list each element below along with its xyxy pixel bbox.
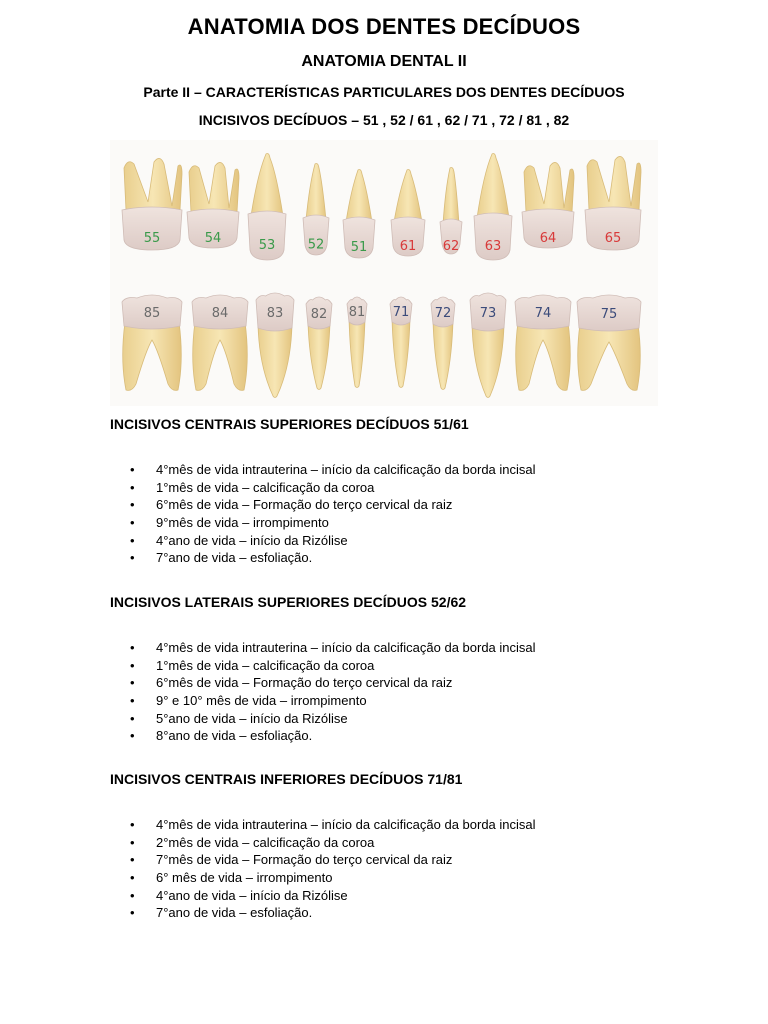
tooth-number-label: 65	[604, 231, 622, 246]
tooth-number-label: 73	[479, 306, 497, 321]
list-item-text: 1°mês de vida – calcificação da coroa	[156, 479, 375, 495]
tooth-number-label: 55	[143, 231, 161, 246]
list-item-text: 4°ano de vida – início da Rizólise	[156, 532, 348, 548]
list-item-text: 4°mês de vida intrauterina – início da calcificação da borda incisal	[156, 640, 536, 655]
list-item	[110, 532, 730, 550]
list-item	[110, 639, 730, 657]
bullet-list	[110, 461, 730, 567]
list-item-text: 6°mês de vida – Formação do terço cervical da raiz	[156, 675, 453, 691]
list-item-text: 4°mês de vida intrauterina – início da calcificação da borda incisal	[156, 817, 536, 832]
tooth-number-label: 62	[442, 239, 460, 254]
list-item-text: 7°ano de vida – esfoliação.	[156, 550, 313, 566]
list-item-text: 6° mês de vida – irrompimento	[156, 870, 333, 886]
section-central-upper-incisors	[110, 416, 730, 567]
bullet-icon: •	[130, 657, 135, 673]
list-item-text: 2°mês de vida – calcificação da coroa	[156, 834, 375, 850]
tooth-number-label: 72	[434, 306, 452, 321]
incisors-heading: INCISIVOS DECÍDUOS – 51 , 52 / 61 , 62 / 71 , 72 / 81 , 82	[198, 112, 570, 128]
bullet-icon: •	[130, 462, 135, 477]
list-item	[110, 461, 730, 479]
section-lateral-upper-incisors	[110, 594, 730, 745]
tooth-number-label: 54	[204, 231, 222, 246]
list-item	[110, 816, 730, 834]
bullet-icon: •	[130, 675, 135, 691]
bullet-icon: •	[130, 640, 135, 655]
bullet-icon: •	[130, 834, 135, 850]
list-item	[110, 904, 730, 922]
tooth-number-label: 51	[350, 240, 368, 255]
list-item	[110, 710, 730, 728]
bullet-list	[110, 816, 730, 922]
list-item-text: 6°mês de vida – Formação do terço cervical da raiz	[156, 497, 453, 513]
tooth-number-label: 63	[484, 239, 502, 254]
list-item	[110, 514, 730, 532]
bullet-icon: •	[130, 870, 135, 886]
tooth-number-label: 83	[266, 306, 284, 321]
bullet-icon: •	[130, 515, 135, 531]
section-title: INCISIVOS CENTRAIS SUPERIORES DECÍDUOS 51/61	[110, 416, 469, 432]
tooth-number-label: 74	[534, 306, 552, 321]
bullet-list	[110, 639, 730, 745]
list-item	[110, 674, 730, 692]
deciduous-teeth-figure	[110, 140, 658, 406]
section-central-lower-incisors	[110, 771, 730, 922]
section-title: INCISIVOS LATERAIS SUPERIORES DECÍDUOS 52/62	[110, 594, 467, 610]
bullet-icon: •	[130, 479, 135, 495]
list-item	[110, 727, 730, 745]
list-item	[110, 496, 730, 514]
bullet-icon: •	[130, 905, 135, 921]
page-subtitle: ANATOMIA DENTAL II	[301, 53, 467, 70]
tooth-number-label: 61	[399, 239, 417, 254]
bullet-icon: •	[130, 497, 135, 513]
list-item-text: 9°mês de vida – irrompimento	[156, 515, 329, 531]
tooth-number-label: 53	[258, 238, 276, 253]
list-item-text: 9° e 10° mês de vida – irrompimento	[156, 693, 367, 709]
list-item	[110, 851, 730, 869]
list-item	[110, 692, 730, 710]
list-item-text: 8°ano de vida – esfoliação.	[156, 728, 313, 744]
tooth-number-label: 71	[392, 305, 410, 320]
tooth-number-label: 52	[307, 237, 325, 253]
part-heading: Parte II – CARACTERÍSTICAS PARTICULARES DOS DENTES DECÍDUOS	[143, 84, 625, 100]
tooth-number-label: 81	[348, 305, 366, 320]
bullet-icon: •	[130, 852, 135, 868]
tooth-number-label: 75	[600, 307, 618, 322]
bullet-icon: •	[130, 532, 135, 548]
section-title: INCISIVOS CENTRAIS INFERIORES DECÍDUOS 71/81	[110, 771, 463, 787]
list-item	[110, 657, 730, 675]
bullet-icon: •	[130, 728, 135, 744]
list-item-text: 7°mês de vida – Formação do terço cervical da raiz	[156, 852, 453, 868]
tooth-number-label: 85	[143, 306, 161, 321]
tooth-number-label: 82	[310, 307, 328, 322]
tooth-number-label: 64	[539, 231, 557, 246]
list-item	[110, 834, 730, 852]
page-title: ANATOMIA DOS DENTES DECÍDUOS	[187, 14, 581, 39]
list-item	[110, 479, 730, 497]
list-item	[110, 887, 730, 905]
list-item-text: 1°mês de vida – calcificação da coroa	[156, 657, 375, 673]
list-item	[110, 549, 730, 567]
bullet-icon: •	[130, 693, 135, 709]
list-item-text: 7°ano de vida – esfoliação.	[156, 905, 313, 921]
list-item	[110, 869, 730, 887]
bullet-icon: •	[130, 550, 135, 566]
list-item-text: 5°ano de vida – início da Rizólise	[156, 710, 348, 726]
list-item-text: 4°mês de vida intrauterina – início da calcificação da borda incisal	[156, 462, 536, 477]
tooth-number-label: 84	[211, 306, 229, 321]
list-item-text: 4°ano de vida – início da Rizólise	[156, 887, 348, 903]
bullet-icon: •	[130, 887, 135, 903]
bullet-icon: •	[130, 817, 135, 832]
bullet-icon: •	[130, 710, 135, 726]
